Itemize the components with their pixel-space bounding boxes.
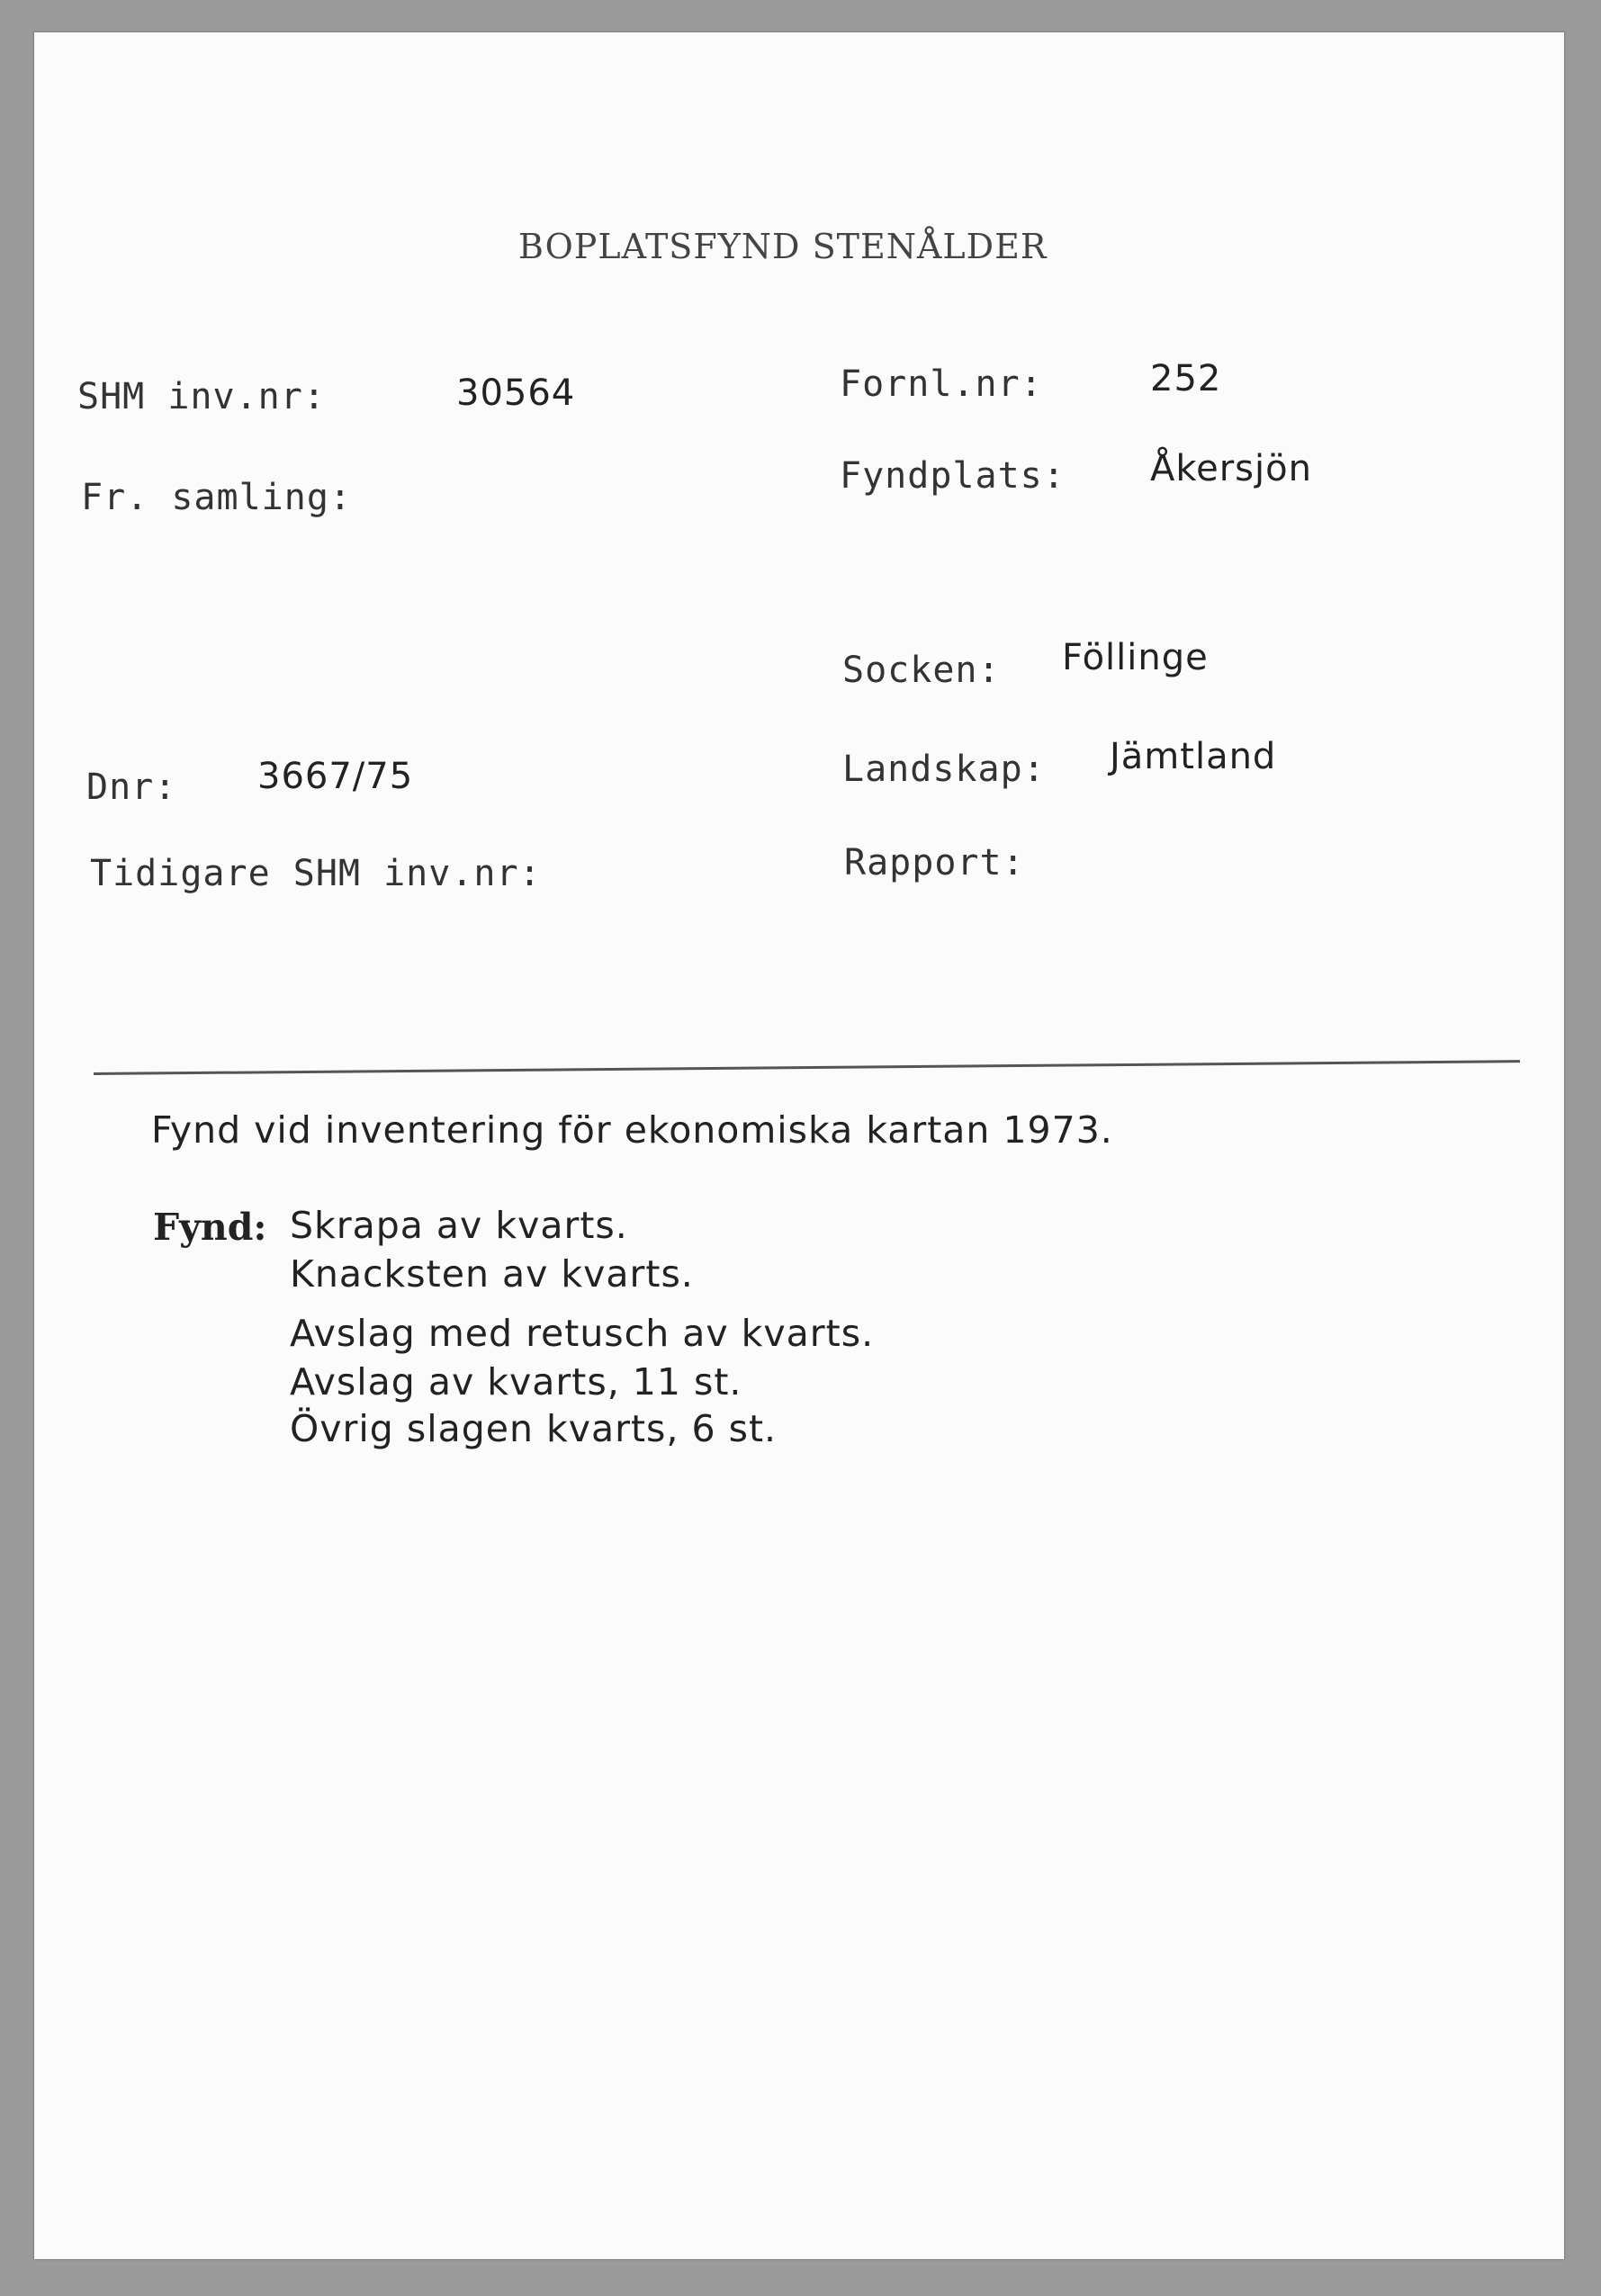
fyndplats-value: Åkersjön	[1150, 448, 1312, 489]
fornl-value: 252	[1150, 358, 1222, 399]
dnr-value: 3667/75	[257, 756, 414, 797]
fr-samling-label: Fr. samling:	[81, 477, 352, 518]
find-item: Avslag av kvarts, 11 st.	[290, 1360, 742, 1404]
fynd-label: Fynd:	[153, 1206, 267, 1249]
rapport-label: Rapport:	[844, 842, 1025, 883]
find-item: Övrig slagen kvarts, 6 st.	[290, 1407, 778, 1450]
divider-line	[94, 1060, 1520, 1075]
tidigare-shm-label: Tidigare SHM inv.nr:	[90, 853, 542, 894]
socken-label: Socken:	[842, 650, 1001, 691]
intro-text: Fynd vid inventering för ekonomiska kartan 1973.	[151, 1108, 1113, 1152]
shm-inv-value: 30564	[456, 372, 576, 414]
find-item: Avslag med retusch av kvarts.	[290, 1312, 875, 1355]
shm-inv-label: SHM inv.nr:	[77, 376, 326, 417]
landskap-label: Landskap:	[842, 749, 1046, 790]
card-title: BOPLATSFYND STENÅLDER	[518, 227, 1048, 266]
fornl-label: Fornl.nr:	[840, 363, 1043, 405]
socken-value: Föllinge	[1062, 637, 1209, 678]
dnr-label: Dnr:	[86, 767, 177, 808]
find-item: Knacksten av kvarts.	[290, 1252, 694, 1296]
landskap-value: Jämtland	[1110, 736, 1277, 777]
fyndplats-label: Fyndplats:	[840, 455, 1066, 497]
index-card	[34, 32, 1564, 2259]
find-item: Skrapa av kvarts.	[290, 1204, 628, 1247]
